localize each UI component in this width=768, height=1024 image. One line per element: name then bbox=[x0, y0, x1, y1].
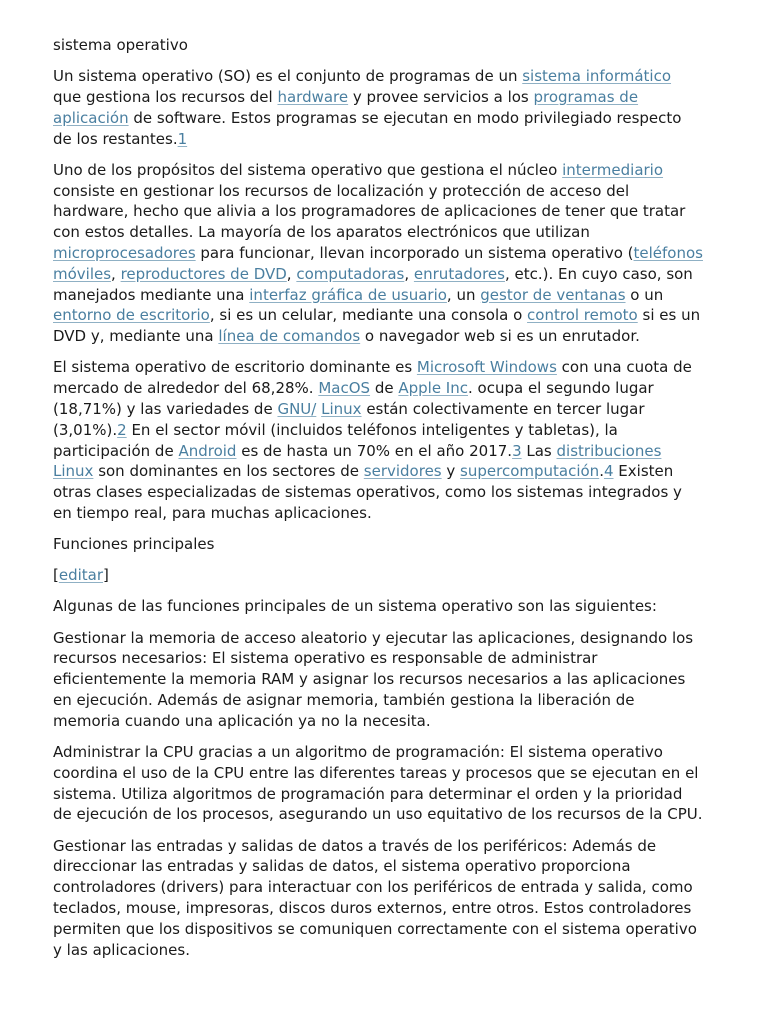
link-linux[interactable]: Linux bbox=[321, 399, 362, 418]
link-entorno-de-escritorio[interactable]: entorno de escritorio bbox=[53, 306, 210, 325]
text: Las bbox=[521, 441, 557, 460]
text: es de hasta un 70% en el año 2017. bbox=[236, 441, 513, 460]
market-share-paragraph bbox=[53, 357, 703, 523]
text: Un sistema operativo (SO) es el conjunto de programas de un bbox=[53, 67, 523, 86]
link-macos[interactable]: MacOS bbox=[318, 379, 371, 398]
link-programas-de-aplicacion[interactable]: programas de aplicación bbox=[53, 87, 639, 127]
link-gestor-de-ventanas[interactable]: gestor de ventanas bbox=[480, 285, 626, 304]
link-interfaz-grafica-de-usuario[interactable]: interfaz gráfica de usuario bbox=[249, 285, 447, 304]
text: con una cuota de mercado de alrededor del 68,28%. bbox=[53, 358, 692, 398]
bracket-close: ] bbox=[103, 566, 109, 585]
intro-paragraph bbox=[53, 66, 703, 149]
edit-link[interactable]: editar bbox=[58, 566, 104, 585]
text: consiste en gestionar los recursos de localización y protección de acceso del hardware, hecho que alivia a los programadores de aplicaciones de tener que tratar con estos detalles. La mayoría de los aparatos electrónicos que utilizan bbox=[53, 181, 686, 242]
function-io: Gestionar las entradas y salidas de datos a través de los periféricos: Además de direccionar las entradas y salidas de datos, el sistema operativo proporciona controladores (drivers) para interactuar con los periféricos de entrada y salida, como teclados, mouse, impresoras, discos duros externos, entre otros. Estos controladores permiten que los dispositivos se comuniquen correctamente con el sistema operativo y las aplicaciones. bbox=[53, 836, 697, 959]
link-telefonos-moviles[interactable]: teléfonos móviles bbox=[53, 243, 703, 283]
link-servidores[interactable]: servidores bbox=[363, 462, 442, 481]
text: y bbox=[441, 462, 461, 481]
section-heading: Funciones principales bbox=[53, 535, 215, 554]
text: o un bbox=[625, 285, 664, 304]
function-cpu: Administrar la CPU gracias a un algoritmo de programación: El sistema operativo coordina el uso de la CPU entre las diferentes tareas y procesos que se ejecutan en el sistema. Utiliza algoritmos de programación para determinar el orden y la prioridad de ejecución de los procesos, asegurando un uso equitativo de los recursos de la CPU. bbox=[53, 743, 703, 824]
link-android[interactable]: Android bbox=[178, 441, 237, 460]
link-computadoras[interactable]: computadoras bbox=[296, 264, 405, 283]
link-linea-de-comandos[interactable]: línea de comandos bbox=[218, 327, 361, 346]
link-apple-inc[interactable]: Apple Inc bbox=[398, 379, 468, 398]
text: , bbox=[404, 264, 414, 283]
link-gnu[interactable]: GNU/ bbox=[277, 399, 317, 418]
text: y provee servicios a los bbox=[348, 87, 534, 106]
link-sistema-informatico[interactable]: sistema informático bbox=[522, 67, 672, 86]
link-hardware[interactable]: hardware bbox=[277, 87, 349, 106]
text: para funcionar, llevan incorporado un sistema operativo ( bbox=[195, 243, 634, 262]
bracket-open: [ bbox=[53, 566, 59, 585]
link-intermediario[interactable]: intermediario bbox=[562, 160, 664, 179]
function-memory: Gestionar la memoria de acceso aleatorio y ejecutar las aplicaciones, designando los recursos necesarios: El sistema operativo es responsable de administrar eficientemente la memoria RAM y asignar los recursos necesarios a las aplicaciones en ejecución. Además de asignar memoria, también gestiona la liberación de memoria cuando una aplicación ya no la necesita. bbox=[53, 628, 694, 730]
text: si es un DVD y, mediante una bbox=[53, 306, 701, 346]
text: de bbox=[370, 379, 399, 398]
text: están colectivamente en tercer lugar (3,01%). bbox=[53, 399, 645, 439]
link-microsoft-windows[interactable]: Microsoft Windows bbox=[416, 358, 557, 377]
text: , bbox=[111, 264, 121, 283]
link-enrutadores[interactable]: enrutadores bbox=[413, 264, 505, 283]
edit-section bbox=[53, 565, 703, 586]
functions-intro: Algunas de las funciones principales de un sistema operativo son las siguientes: bbox=[53, 597, 657, 616]
text: , etc.). En cuyo caso, son manejados mediante una bbox=[53, 264, 693, 304]
text: En el sector móvil (incluidos teléfonos inteligentes y tabletas), la participación de bbox=[53, 420, 618, 460]
document-body bbox=[53, 35, 703, 971]
text: , bbox=[286, 264, 297, 283]
text: , un bbox=[446, 285, 481, 304]
text: o navegador web si es un enrutador. bbox=[360, 327, 640, 346]
link-reproductores-de-dvd[interactable]: reproductores de DVD bbox=[120, 264, 287, 283]
text: que gestiona los recursos del bbox=[53, 87, 278, 106]
text: de software. Estos programas se ejecutan en modo privilegiado respecto de los restantes. bbox=[53, 108, 682, 148]
text: son dominantes en los sectores de bbox=[93, 462, 364, 481]
text: El sistema operativo de escritorio dominante es bbox=[53, 358, 417, 377]
reference-4[interactable]: 4 bbox=[603, 462, 614, 481]
text: . ocupa el segundo lugar (18,71%) y las variedades de bbox=[53, 379, 654, 418]
link-supercomputacion[interactable]: supercomputación bbox=[460, 462, 600, 481]
link-distribuciones-linux[interactable]: distribuciones Linux bbox=[53, 441, 662, 481]
purpose-paragraph bbox=[53, 160, 703, 347]
text: Uno de los propósitos del sistema operativo que gestiona el núcleo bbox=[53, 160, 563, 179]
text: . bbox=[599, 462, 604, 481]
reference-2[interactable]: 2 bbox=[117, 420, 127, 439]
reference-1[interactable]: 1 bbox=[177, 129, 188, 148]
page-title: sistema operativo bbox=[53, 36, 188, 54]
text: Existen otras clases especializadas de sistemas operativos, como los sistemas integrados y en tiempo real, para muchas aplicaciones. bbox=[53, 462, 682, 522]
link-control-remoto[interactable]: control remoto bbox=[527, 306, 638, 325]
reference-3[interactable]: 3 bbox=[512, 441, 522, 460]
link-microprocesadores[interactable]: microprocesadores bbox=[53, 243, 196, 262]
text: , si es un celular, mediante una consola o bbox=[209, 306, 528, 325]
